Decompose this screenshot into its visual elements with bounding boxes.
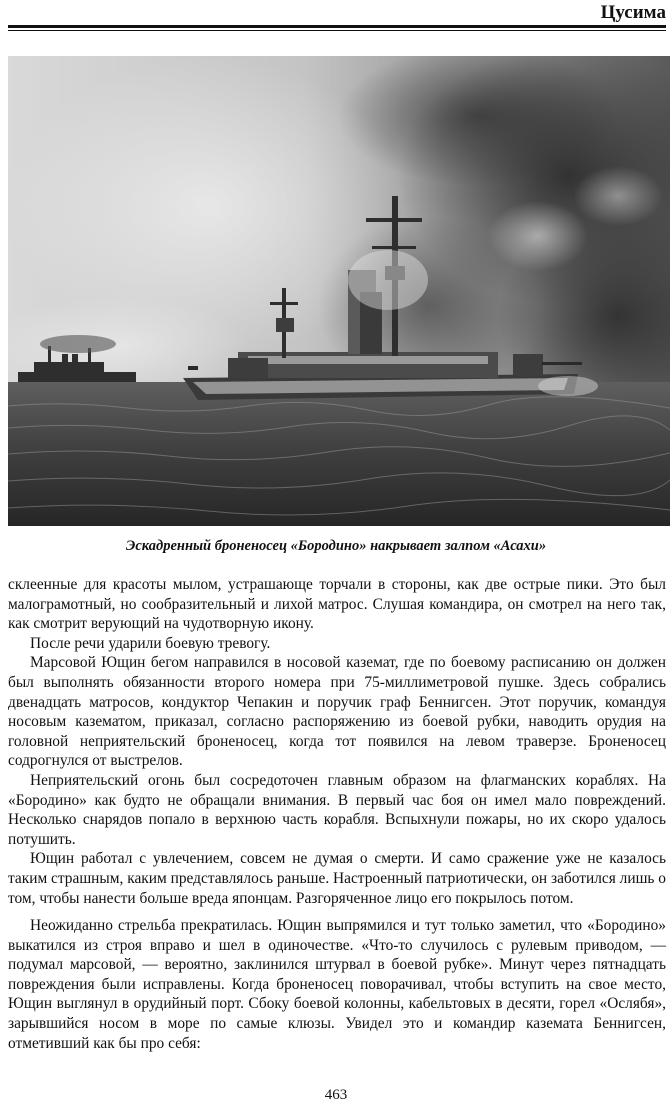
- header-rule-thin: [8, 30, 666, 31]
- paragraph-continuation: склеенные для красоты мылом, устрашающе торчали в стороны, как две острые пики. Это был малограмотный, но сообразительный и лихой матрос. Слушая командира, он смотрел на него так, как смотрит верующий на чудотворную икону.: [8, 576, 666, 633]
- paragraph: Марсовой Ющин бегом направился в носовой каземат, где по боевому расписанию он должен был выполнять обязанности второго номера при 75-миллиметровой пушке. Здесь собрались двенадцать матросов, кондуктор Чепакин и поручик граф Беннигсен. Этот поручик, командуя носовым казематом, приказал, согласно распоряжению из боевой рубки, наводить орудия на головной неприятельский броненосец, когда тот появился на левом траверзе. Броненосец содрогнулся от выстрелов.: [8, 654, 666, 770]
- header-rule-thick: [8, 25, 666, 28]
- paragraph: Неожиданно стрельба прекратилась. Ющин выпрямился и тут только заметил, что «Бородино» выкатился из строя вправо и шел в одиночестве. «Что-то случилось с рулевым приводом, — подумал марсовой, — вероятно, заклинился штурвал в боевой рубке». Минут через пятнадцать повреждения были исправлены. Когда броненосец поворачивал, чтобы вступить на свое место, Ющин выглянул в орудийный порт. Сбоку боевой колонны, кабельтовых в десяти, горел «Ослябя», зарывшийся носом в море по самые клюзы. Увидел это и командир каземата Беннигсен, отметивший как бы про себя:: [8, 917, 666, 1052]
- figure-caption: Эскадренный броненосец «Бородино» накрывает залпом «Асахи»: [125, 538, 547, 554]
- running-head: [0, 0, 672, 34]
- paragraph: После речи ударили боевую тревогу.: [30, 634, 271, 652]
- battleship-photo: [8, 56, 670, 526]
- body-text: [8, 575, 666, 1053]
- running-title: Цусима: [600, 2, 666, 23]
- paragraph: Ющин работал с увлечением, совсем не думая о смерти. И само сражение уже не казалось таким страшным, каким представлялось раньше. Настроенный патриотически, он заботился лишь о том, чтобы нанести больше вреда японцам. Разгоряченное лицо его покрылось потом.: [8, 850, 666, 907]
- battleship-photo-illustration: [8, 56, 670, 526]
- paragraph: Неприятельский огонь был сосредоточен главным образом на флагманских кораблях. На «Бородино» как будто не обращали внимания. В первый час боя он имел мало повреждений. Несколько снарядов попало в верхнюю часть корабля. Вспыхнули пожары, но их скоро удалось потушить.: [8, 771, 666, 848]
- page-number: 463: [324, 1087, 348, 1103]
